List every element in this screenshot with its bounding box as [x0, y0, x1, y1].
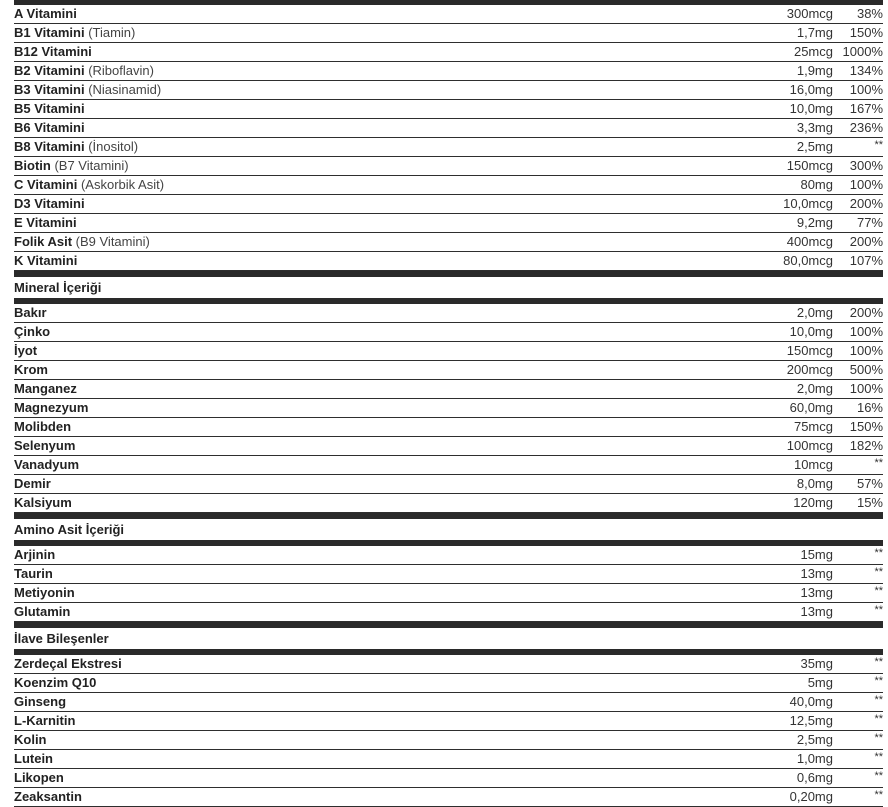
nutrient-name: B8 Vitamini: [14, 139, 85, 154]
nutrient-name-cell: [14, 603, 633, 621]
nutrient-name: K Vitamini: [14, 253, 78, 268]
nutrient-name: Lutein: [14, 751, 53, 766]
nutrient-name: E Vitamini: [14, 215, 77, 230]
nutrient-name-cell: [14, 43, 633, 61]
nutrient-name: Arjinin: [14, 547, 56, 562]
table-row: [14, 119, 883, 138]
daily-value-percent: 500%: [849, 362, 883, 377]
daily-value-percent: 100%: [849, 381, 883, 396]
amount-value: 16,0mg: [789, 82, 833, 97]
daily-value-percent: **: [874, 566, 883, 578]
table-row: [14, 252, 883, 271]
nutrient-name: B2 Vitamini: [14, 63, 85, 78]
nutrient-name: Metiyonin: [14, 585, 75, 600]
nutrient-name-cell: [14, 5, 633, 23]
nutrient-name-cell: [14, 214, 633, 232]
amount-value: 10mcg: [793, 457, 833, 472]
table-row: [14, 43, 883, 62]
nutrient-name-cell: [14, 750, 633, 768]
daily-value-percent: **: [874, 585, 883, 597]
nutrient-name-cell: [14, 731, 633, 749]
nutrient-name-cell: [14, 788, 633, 806]
table-row: [14, 100, 883, 119]
nutrient-name: B1 Vitamini: [14, 25, 85, 40]
daily-value-percent: 77%: [856, 215, 883, 230]
section-title: İlave Bileşenler: [14, 631, 109, 646]
nutrient-name: Kolin: [14, 732, 47, 747]
amount-value: 1,0mg: [796, 751, 833, 766]
table-row: [14, 176, 883, 195]
amount-value: 15mg: [800, 547, 833, 562]
daily-value-percent: 16%: [856, 400, 883, 415]
nutrient-name-cell: [14, 323, 633, 341]
nutrient-name: Krom: [14, 362, 48, 377]
amount-value: 200mcg: [786, 362, 833, 377]
amount-value: 9,2mg: [796, 215, 833, 230]
amount-value: 80mg: [800, 177, 833, 192]
nutrient-name-cell: [14, 456, 633, 474]
table-row: [14, 693, 883, 712]
nutrient-alias: (Niasinamid): [88, 82, 162, 97]
amount-value: 120mg: [793, 495, 833, 510]
table-row: [14, 24, 883, 43]
section-title: Mineral İçeriği: [14, 280, 102, 295]
nutrient-alias: (Riboflavin): [88, 63, 154, 78]
nutrient-name-cell: [14, 252, 633, 270]
daily-value-percent: 15%: [856, 495, 883, 510]
table-row: [14, 323, 883, 342]
amount-value: 2,5mg: [796, 139, 833, 154]
nutrient-alias: (İnositol): [88, 139, 139, 154]
table-row: [14, 233, 883, 252]
daily-value-percent: **: [874, 770, 883, 782]
daily-value-percent: 182%: [849, 438, 883, 453]
table-row: [14, 494, 883, 513]
amount-value: 3,3mg: [796, 120, 833, 135]
nutrient-name: Çinko: [14, 324, 51, 339]
nutrient-name-cell: [14, 494, 633, 512]
daily-value-percent: **: [874, 789, 883, 801]
nutrient-name: Zeaksantin: [14, 789, 82, 804]
nutrient-name: Vanadyum: [14, 457, 80, 472]
nutrient-name-cell: [14, 81, 633, 99]
amount-value: 2,0mg: [796, 305, 833, 320]
amount-value: 5mg: [807, 675, 833, 690]
nutrient-name: Biotin: [14, 158, 51, 173]
amount-value: 40,0mg: [789, 694, 833, 709]
nutrient-name: İyot: [14, 343, 38, 358]
nutrient-name: Manganez: [14, 381, 77, 396]
nutrient-name-cell: [14, 418, 633, 436]
daily-value-percent: 100%: [849, 82, 883, 97]
daily-value-percent: 300%: [849, 158, 883, 173]
nutrient-name-cell: [14, 769, 633, 787]
table-row: [14, 138, 883, 157]
nutrient-name-cell: [14, 195, 633, 213]
table-row: [14, 214, 883, 233]
nutrient-name-cell: [14, 24, 633, 42]
amount-value: 2,0mg: [796, 381, 833, 396]
nutrient-name: B6 Vitamini: [14, 120, 85, 135]
daily-value-percent: 150%: [849, 25, 883, 40]
nutrient-name: Demir: [14, 476, 51, 491]
daily-value-percent: 1000%: [842, 44, 883, 59]
nutrient-name: B12 Vitamini: [14, 44, 92, 59]
nutrient-name: B3 Vitamini: [14, 82, 85, 97]
nutrient-name-cell: [14, 361, 633, 379]
nutrient-alias: (Tiamin): [88, 25, 136, 40]
daily-value-percent: 236%: [849, 120, 883, 135]
table-row: [14, 712, 883, 731]
table-row: [14, 380, 883, 399]
nutrient-name: Molibden: [14, 419, 72, 434]
nutrient-name-cell: [14, 546, 633, 564]
nutrient-name: Taurin: [14, 566, 53, 581]
daily-value-percent: **: [874, 732, 883, 744]
table-row: [14, 62, 883, 81]
amount-value: 150mcg: [786, 343, 833, 358]
daily-value-percent: **: [874, 656, 883, 668]
daily-value-percent: **: [874, 675, 883, 687]
table-row: [14, 342, 883, 361]
table-row: [14, 5, 883, 24]
amount-value: 0,6mg: [796, 770, 833, 785]
nutrient-name: Selenyum: [14, 438, 76, 453]
table-row: [14, 655, 883, 674]
table-row: [14, 731, 883, 750]
daily-value-percent: 167%: [849, 101, 883, 116]
nutrient-name-cell: [14, 62, 633, 80]
nutrient-name-cell: [14, 475, 633, 493]
amount-value: 100mcg: [786, 438, 833, 453]
nutrient-name-cell: [14, 119, 633, 137]
daily-value-percent: **: [874, 457, 883, 469]
nutrient-name-cell: [14, 655, 633, 673]
amount-value: 80,0mcg: [783, 253, 833, 268]
nutrient-name: Glutamin: [14, 604, 71, 619]
nutrient-name-cell: [14, 399, 633, 417]
amount-value: 35mg: [800, 656, 833, 671]
table-row: [14, 399, 883, 418]
amount-value: 13mg: [800, 566, 833, 581]
table-row: [14, 565, 883, 584]
table-row: [14, 437, 883, 456]
nutrient-alias: (B9 Vitamini): [75, 234, 150, 249]
daily-value-percent: 200%: [849, 234, 883, 249]
nutrient-name-cell: [14, 100, 633, 118]
nutrient-name-cell: [14, 138, 633, 156]
table-row: [14, 750, 883, 769]
table-row: [14, 546, 883, 565]
nutrient-name-cell: [14, 712, 633, 730]
nutrient-name-cell: [14, 304, 633, 322]
nutrient-name-cell: [14, 693, 633, 711]
table-row: [14, 475, 883, 494]
amount-value: 400mcg: [786, 234, 833, 249]
nutrient-name: Kalsiyum: [14, 495, 72, 510]
table-row: [14, 603, 883, 622]
nutrient-name-cell: [14, 584, 633, 602]
nutrient-name: Ginseng: [14, 694, 67, 709]
table-row: [14, 157, 883, 176]
amount-value: 13mg: [800, 585, 833, 600]
nutrient-name-cell: [14, 674, 633, 692]
daily-value-percent: 200%: [849, 305, 883, 320]
daily-value-percent: 107%: [849, 253, 883, 268]
nutrient-name: D3 Vitamini: [14, 196, 85, 211]
daily-value-percent: **: [874, 751, 883, 763]
nutrient-name-cell: [14, 342, 633, 360]
daily-value-percent: 38%: [856, 6, 883, 21]
nutrient-name-cell: [14, 233, 633, 251]
nutrient-name-cell: [14, 157, 633, 175]
daily-value-percent: **: [874, 547, 883, 559]
nutrition-table: [14, 0, 883, 807]
table-row: [14, 304, 883, 323]
amount-value: 10,0mg: [789, 324, 833, 339]
daily-value-percent: 134%: [849, 63, 883, 78]
table-row: [14, 769, 883, 788]
table-body: [14, 5, 883, 807]
table-row: [14, 195, 883, 214]
daily-value-percent: **: [874, 713, 883, 725]
nutrient-name-cell: [14, 176, 633, 194]
daily-value-percent: **: [874, 604, 883, 616]
nutrient-name: A Vitamini: [14, 6, 77, 21]
daily-value-percent: 150%: [849, 419, 883, 434]
table-row: [14, 788, 883, 807]
amount-value: 300mcg: [786, 6, 833, 21]
nutrient-name: Zerdeçal Ekstresi: [14, 656, 122, 671]
nutrient-name-cell: [14, 565, 633, 583]
amount-value: 8,0mg: [796, 476, 833, 491]
nutrient-name-cell: [14, 437, 633, 455]
table-row: [14, 456, 883, 475]
daily-value-percent: 200%: [849, 196, 883, 211]
nutrient-name: B5 Vitamini: [14, 101, 85, 116]
amount-value: 1,7mg: [796, 25, 833, 40]
table-row: [14, 361, 883, 380]
amount-value: 0,20mg: [789, 789, 833, 804]
nutrient-alias: (B7 Vitamini): [54, 158, 129, 173]
nutrient-name: Bakır: [14, 305, 47, 320]
amount-value: 75mcg: [793, 419, 833, 434]
amount-value: 60,0mg: [789, 400, 833, 415]
nutrient-alias: (Askorbik Asit): [80, 177, 165, 192]
nutrient-name: Likopen: [14, 770, 64, 785]
table-row: [14, 81, 883, 100]
amount-value: 1,9mg: [796, 63, 833, 78]
daily-value-percent: 57%: [856, 476, 883, 491]
daily-value-percent: 100%: [849, 343, 883, 358]
nutrient-name: Magnezyum: [14, 400, 89, 415]
amount-value: 2,5mg: [796, 732, 833, 747]
daily-value-percent: **: [874, 694, 883, 706]
table-row: [14, 418, 883, 437]
daily-value-percent: **: [874, 139, 883, 151]
daily-value-percent: 100%: [849, 324, 883, 339]
amount-value: 13mg: [800, 604, 833, 619]
amount-value: 10,0mcg: [783, 196, 833, 211]
table-row: [14, 584, 883, 603]
nutrient-name: Koenzim Q10: [14, 675, 97, 690]
nutrient-name-cell: [14, 380, 633, 398]
amount-value: 150mcg: [786, 158, 833, 173]
daily-value-percent: 100%: [849, 177, 883, 192]
amount-value: 25mcg: [793, 44, 833, 59]
section-title: Amino Asit İçeriği: [14, 522, 125, 537]
amount-value: 10,0mg: [789, 101, 833, 116]
nutrient-name: C Vitamini: [14, 177, 78, 192]
nutrient-name: Folik Asit: [14, 234, 73, 249]
amount-value: 12,5mg: [789, 713, 833, 728]
nutrient-name: L-Karnitin: [14, 713, 76, 728]
table-row: [14, 674, 883, 693]
